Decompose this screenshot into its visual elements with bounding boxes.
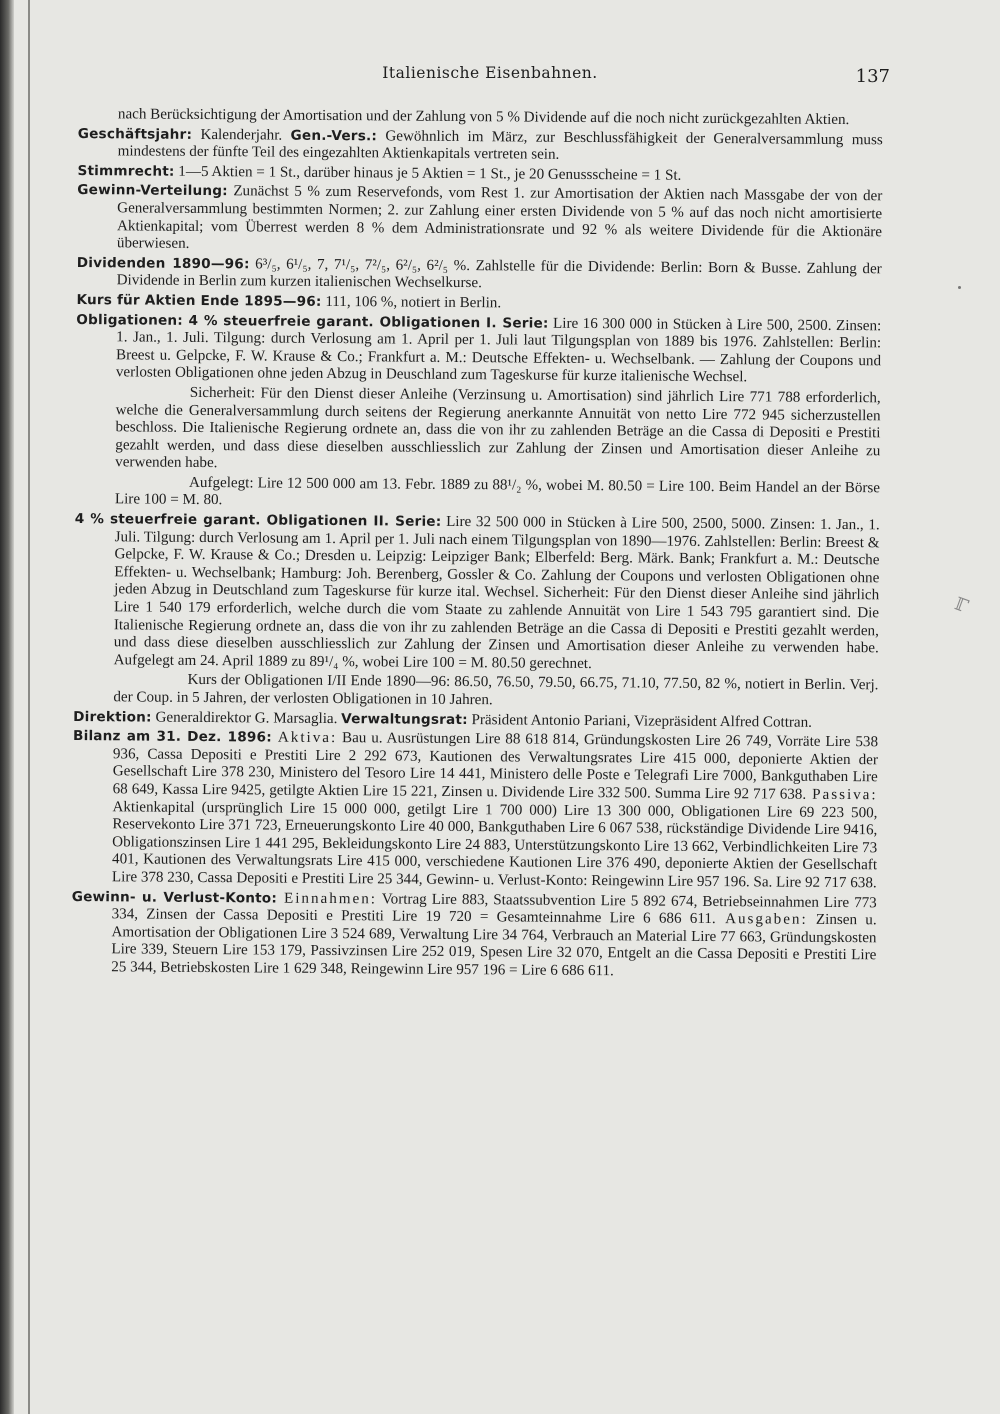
margin-dot (958, 286, 961, 289)
keyword: Stimmrecht: (77, 162, 175, 180)
text: Zunächst 5 % zum Reservefonds, vom Rest 1. zur Amortisation der Aktien nach Massgabe der von der Generalversammlung bestimmten Normen; 2. zur Zahlung einer ersten Dividende von 5 % auf das noch nicht amortisierte Aktienkapital; vom Überrest werden 8 % dem Administrationsrate und 92 % als weitere Dividende für die Aktionäre überwiesen. (116, 183, 883, 253)
page-body (71, 106, 883, 985)
text: nach Berücksichtigung der Amortisation und der Zahlung von 5 % Dividende auf die noch nicht zurückgezahlten Aktien. (117, 106, 850, 129)
text: 6³/₅, 6¹/₅, 7, 7¹/₅, 7²/₅, 6²/₅, 6²/₅ %. Zahlstelle für die Dividende: Berlin: Born & Busse. Zahlung der Dividende in Berlin zum kurzen italienischen Wechselkurse. (116, 256, 882, 292)
text: Aktienkapital (ursprünglich Lire 15 000 000, getilgt Lire 1 700 000) Lire 13 300 000, Obligationen Lire 69 223 500, Reservekonto Lire 371 723, Erneuerungskonto Lire 40 000, Bankguthaben Lire 6 067 538, rückständige Dividende Lire 9416, Obligationszinsen Lire 1 441 295, Bekleidungskonto Lire 24 883, Unterstützungskonto Lire 13 662, Verbindlichkeiten Lire 73 401, Kautionen des Verwaltungsrats Lire 415 000, verschiedene Kautionen Lire 376 490, deponierte Aktien der Gesellschaft Lire 378 230, Cassa Depositi e Prestiti Lire 25 344, Gewinn- u. Verlust-Konto: Reingewinn Lire 957 196. Sa. Lire 92 717 638. (111, 798, 878, 892)
text: Kalenderjahr. (192, 126, 291, 144)
keyword: Verwaltungsrat: (341, 710, 468, 728)
text: 111, 106 %, notiert in Berlin. (321, 293, 502, 312)
paragraph-dividenden (77, 255, 882, 297)
text: Kurs der Obligationen I/II Ende 1890—96: 86.50, 76.50, 79.50, 66.75, 71.10, 77.50, 82 %, notiert in Berlin. Verj. der Coup. in 5 Jahren, der verlosten Obligationen in 10 Jahren. (113, 672, 879, 709)
spaced-label: Ausgaben: (715, 911, 808, 928)
keyword: Gewinn- u. Verlust-Konto: (71, 888, 278, 907)
keyword: Dividenden 1890—96: (76, 254, 250, 273)
text: Vortrag Lire 883, Staatssubvention Lire 5 892 674, Betriebseinnahmen Lire 773 334, Zinsen der Cassa Depositi e Prestiti Lire 19 720 = Gesamteinnahme Lire 6 686 611. (111, 890, 877, 928)
text: Lire 32 500 000 in Stücken à Lire 500, 2500, 5000. Zinsen: 1. Jan., 1. Juli. Tilgung: durch Verlosung am 1. April per 1. Juli nach einem Tilgungsplan von 1890—1976. Zahlstellen: Berlin: Breest & Gelpcke, F. W. Krause & Co.; Dresden u. Leipzig: Leipziger Bank; Elberfeld: Berg. Märk. Bank; Frankfurt a. M.: Deutsche Effekten- u. Wechselbank; Hamburg: Joh. Berenberg, Gossler & Co. Zahlung der Coupons und verlosten Obligationen ohne jeden Abzug in Deutschland zum Tageskurse für kurze ital. Wechsel. Sicherheit: Für den Dienst dieser Anleihe sind jährlich Lire 1 540 179 erforderlich, welche durch die vom Staate zu zahlende Annuität von Lire 1 543 795 garantiert sind. Die Italienische Regierung ordnete an, dass die von ihr zu zahlenden Beträge an die Cassa di Depositi e Prestiti gezahlt werden, und dass diese dieselben ausschliesslich zur Zahlung der Zinsen und Amortisation dieser Anleihe zu verwenden habe. Aufgelegt am 24. April 1889 zu 89¹/₄ %, wobei Lire 100 = M. 80.50 gerechnet. (113, 513, 880, 672)
book-spine-shadow (0, 0, 14, 1414)
keyword: Gen.-Vers.: (290, 127, 378, 144)
paragraph-bilanz (72, 728, 878, 893)
text: Präsident Antonio Pariani, Vizepräsident Alfred Cottran. (467, 711, 813, 731)
spaced-label: Passiva: (806, 786, 878, 804)
text: Gewöhnlich im März, zur Beschlussfähigkeit der Generalversammlung muss mindestens der fünfte Teil des eingezahlten Aktienkapitals vertreten sein. (117, 127, 883, 163)
margin-pencil-mark: ℾ (951, 593, 971, 618)
paragraph-obligationen-serie-1 (76, 312, 882, 389)
paragraph-kurs-obligationen (73, 671, 878, 713)
text: Lire 16 300 000 in Stücken à Lire 500, 2500. Zinsen: 1. Jan., 1. Juli. Tilgung: durch Verlosung am 1. April per 1. Juli laut Tilgungsplan von 1889 bis 1976. Zahlstellen: Berlin: Breest u. Gelpcke, F. W. Krause & Co.; Frankfurt a. M.: Deutsche Effekten- u. Wechselbank. — Zahlung der Coupons und verlosten Obligationen ohne jeden Abzug in Deuschland zum Tageskurse für kurze italienische Wechsel. (115, 315, 882, 386)
text: Bau u. Ausrüstungen Lire 88 618 814, Gründungskosten Lire 26 749, Vorräte Lire 538 936, Cassa Depositi e Prestiti Lire 2 292 673, Kautionen des Verwaltungsrates Lire 415 000, deponierte Aktien der Gesellschaft Lire 378 230, Ministero del Tesoro Lire 14 441, Ministero delle Poste e Telegrafi Lire 7000, Bankguthaben Lire 68 649, Kassa Lire 9425, getilgte Aktien Lire 15 221, Zinsen u. Dividende Lire 332 500. Summa Lire 92 717 638. (112, 730, 879, 803)
text: Sicherheit: Für den Dienst dieser Anleihe (Verzinsung u. Amortisation) sind jährlich Lire 771 788 erforderlich, welche die Generalversammlung durch seitens der Regierung anerkannte Annuität von netto Lire 772 945 sicherzustellen beschloss. Die Italienische Regierung ordnete an, dass die von ihr zu zahlenden Beträge an die Cassa di Depositi e Prestiti gezahlt werden, und dass diese dieselben ausschliesslich zur Zahlung der Zinsen und Amortisation dieser Anleihe zu verwenden habe. (115, 384, 881, 472)
keyword: Obligationen: 4 % steuerfreie garant. Obligationen I. Serie: (76, 311, 549, 332)
page-number: 137 (855, 66, 890, 87)
keyword: Gewinn-Verteilung: (77, 182, 228, 200)
page-header (90, 64, 890, 88)
keyword: 4 % steuerfreie garant. Obligationen II. Serie: (74, 511, 442, 530)
spaced-label: Einnahmen: (276, 890, 378, 907)
paragraph-obligationen-serie-2 (74, 511, 880, 676)
running-title: Italienische Eisenbahnen. (382, 64, 598, 82)
keyword: Kurs für Aktien Ende 1895—96: (76, 291, 322, 310)
text: Generaldirektor G. Marsaglia. (151, 709, 342, 727)
paragraph-aufgelegt (75, 474, 880, 516)
text: Zinsen u. Amortisation der Obligationen Lire 3 524 689, Verwaltung Lire 34 764, Verbrauch an Material Lire 77 663, Gründungskosten Lire 339, Steuern Lire 153 179, Passivzinsen Lire 252 019, Spesen Lire 32 070, Entgelt an die Cassa Depositi e Prestiti Lire 25 344, Betriebskosten Lire 1 629 348, Reingewinn Lire 957 196 = Lire 6 686 611. (111, 911, 877, 980)
keyword: Bilanz am 31. Dez. 1896: (72, 728, 272, 746)
keyword: Direktion: (73, 708, 152, 726)
page-edge-line (28, 0, 30, 1414)
text: 1—5 Aktien = 1 St., darüber hinaus je 5 Aktien = 1 St., je 20 Genussscheine = 1 St. (174, 163, 682, 184)
spaced-label: Aktiva: (271, 729, 338, 747)
paragraph-sicherheit (75, 384, 881, 478)
paragraph-gewinn-verteilung (77, 182, 883, 259)
text: Aufgelegt: Lire 12 500 000 am 13. Febr. 1889 zu 88¹/₂ %, wobei M. 80.50 = Lire 100. Beim Handel an der Börse Lire 100 = M. 80. (114, 474, 881, 509)
paragraph-geschaeftsjahr (78, 126, 883, 168)
keyword: Geschäftsjahr: (77, 125, 193, 143)
paragraph-gewinn-verlust (71, 889, 877, 983)
